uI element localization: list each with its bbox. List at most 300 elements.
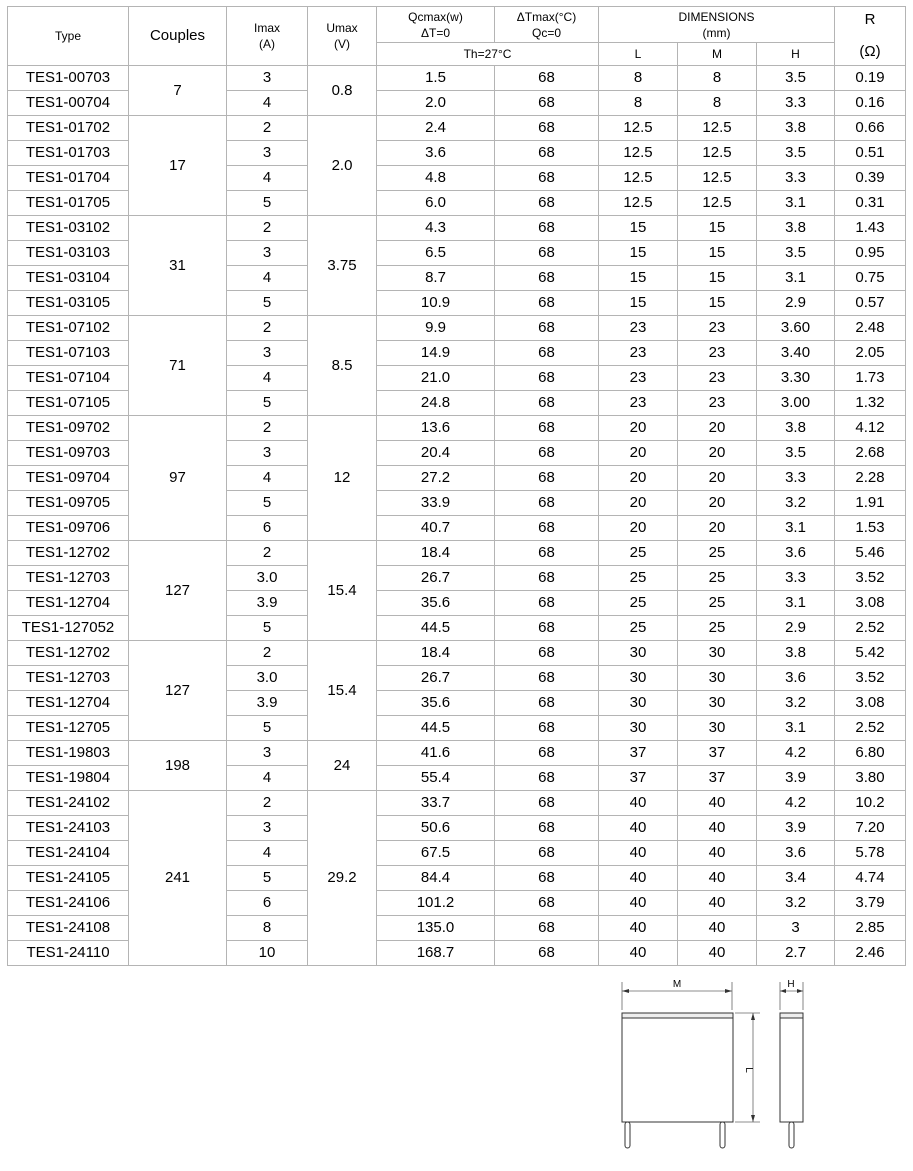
cell-dim-l: 40 <box>599 866 678 891</box>
cell-imax: 3 <box>227 741 308 766</box>
cell-dim-m: 30 <box>678 641 757 666</box>
cell-imax: 3.9 <box>227 691 308 716</box>
cell-type: TES1-09702 <box>8 416 129 441</box>
cell-dtmax: 68 <box>495 341 599 366</box>
cell-imax: 4 <box>227 266 308 291</box>
cell-imax: 2 <box>227 116 308 141</box>
header-couples: Couples <box>129 7 227 66</box>
cell-imax: 4 <box>227 766 308 791</box>
cell-dim-h: 3.1 <box>757 591 835 616</box>
cell-umax: 15.4 <box>308 541 377 641</box>
cell-dim-h: 3.1 <box>757 716 835 741</box>
cell-type: TES1-07105 <box>8 391 129 416</box>
cell-dtmax: 68 <box>495 866 599 891</box>
cell-dtmax: 68 <box>495 766 599 791</box>
cell-r: 2.48 <box>835 316 906 341</box>
cell-imax: 3.0 <box>227 566 308 591</box>
cell-dim-h: 3.8 <box>757 641 835 666</box>
cell-dim-h: 3.5 <box>757 241 835 266</box>
cell-dim-l: 20 <box>599 516 678 541</box>
cell-type: TES1-19803 <box>8 741 129 766</box>
cell-qcmax: 50.6 <box>377 816 495 841</box>
cell-couples: 198 <box>129 741 227 791</box>
cell-imax: 5 <box>227 491 308 516</box>
cell-umax: 8.5 <box>308 316 377 416</box>
cell-dtmax: 68 <box>495 616 599 641</box>
cell-imax: 4 <box>227 166 308 191</box>
cell-qcmax: 168.7 <box>377 941 495 966</box>
cell-dim-h: 3.1 <box>757 191 835 216</box>
cell-dim-h: 3.8 <box>757 216 835 241</box>
cell-dim-m: 20 <box>678 491 757 516</box>
cell-dtmax: 68 <box>495 741 599 766</box>
cell-r: 5.78 <box>835 841 906 866</box>
cell-dtmax: 68 <box>495 391 599 416</box>
table-row <box>8 741 906 766</box>
cell-dtmax: 68 <box>495 591 599 616</box>
cell-dtmax: 68 <box>495 191 599 216</box>
cell-type: TES1-12702 <box>8 641 129 666</box>
cell-imax: 4 <box>227 466 308 491</box>
cell-imax: 2 <box>227 641 308 666</box>
cell-type: TES1-03105 <box>8 291 129 316</box>
cell-r: 0.75 <box>835 266 906 291</box>
cell-dim-l: 25 <box>599 591 678 616</box>
cell-dim-l: 37 <box>599 766 678 791</box>
cell-dtmax: 68 <box>495 566 599 591</box>
cell-qcmax: 6.0 <box>377 191 495 216</box>
cell-dim-l: 15 <box>599 291 678 316</box>
cell-r: 5.46 <box>835 541 906 566</box>
cell-dim-m: 25 <box>678 566 757 591</box>
cell-qcmax: 3.6 <box>377 141 495 166</box>
cell-type: TES1-24108 <box>8 916 129 941</box>
cell-r: 1.73 <box>835 366 906 391</box>
cell-dim-h: 4.2 <box>757 741 835 766</box>
cell-dim-h: 3.6 <box>757 666 835 691</box>
cell-qcmax: 33.9 <box>377 491 495 516</box>
cell-qcmax: 6.5 <box>377 241 495 266</box>
cell-dim-m: 23 <box>678 391 757 416</box>
cell-dim-m: 12.5 <box>678 116 757 141</box>
cell-r: 6.80 <box>835 741 906 766</box>
cell-dim-m: 37 <box>678 766 757 791</box>
cell-type: TES1-09705 <box>8 491 129 516</box>
cell-type: TES1-24104 <box>8 841 129 866</box>
cell-type: TES1-12702 <box>8 541 129 566</box>
cell-dtmax: 68 <box>495 516 599 541</box>
cell-r: 2.52 <box>835 716 906 741</box>
spec-table <box>7 6 906 966</box>
cell-qcmax: 40.7 <box>377 516 495 541</box>
cell-imax: 3 <box>227 141 308 166</box>
cell-dim-l: 25 <box>599 566 678 591</box>
cell-r: 3.52 <box>835 566 906 591</box>
cell-imax: 2 <box>227 216 308 241</box>
cell-dim-h: 3.1 <box>757 516 835 541</box>
cell-r: 0.57 <box>835 291 906 316</box>
cell-type: TES1-127052 <box>8 616 129 641</box>
cell-imax: 8 <box>227 916 308 941</box>
cell-dim-h: 3.30 <box>757 366 835 391</box>
cell-type: TES1-12705 <box>8 716 129 741</box>
cell-imax: 4 <box>227 841 308 866</box>
cell-r: 0.39 <box>835 166 906 191</box>
cell-dim-m: 25 <box>678 541 757 566</box>
cell-dim-m: 40 <box>678 841 757 866</box>
cell-r: 0.66 <box>835 116 906 141</box>
cell-imax: 5 <box>227 716 308 741</box>
cell-dtmax: 68 <box>495 116 599 141</box>
cell-type: TES1-09704 <box>8 466 129 491</box>
cell-dim-m: 40 <box>678 891 757 916</box>
cell-dim-h: 4.2 <box>757 791 835 816</box>
cell-dim-l: 15 <box>599 266 678 291</box>
cell-qcmax: 67.5 <box>377 841 495 866</box>
cell-dim-h: 3.2 <box>757 491 835 516</box>
header-th: Th=27°C <box>377 43 599 66</box>
cell-imax: 5 <box>227 191 308 216</box>
cell-dim-l: 37 <box>599 741 678 766</box>
cell-dtmax: 68 <box>495 441 599 466</box>
cell-dim-m: 40 <box>678 866 757 891</box>
cell-dim-m: 30 <box>678 691 757 716</box>
cell-couples: 17 <box>129 116 227 216</box>
cell-imax: 10 <box>227 941 308 966</box>
cell-dim-m: 12.5 <box>678 141 757 166</box>
cell-r: 0.16 <box>835 91 906 116</box>
cell-dim-l: 12.5 <box>599 191 678 216</box>
cell-r: 1.43 <box>835 216 906 241</box>
cell-dim-l: 12.5 <box>599 116 678 141</box>
cell-dim-m: 40 <box>678 791 757 816</box>
cell-dtmax: 68 <box>495 841 599 866</box>
cell-dim-m: 8 <box>678 91 757 116</box>
cell-r: 10.2 <box>835 791 906 816</box>
table-row <box>8 116 906 141</box>
table-row <box>8 416 906 441</box>
cell-dim-h: 3 <box>757 916 835 941</box>
cell-dim-h: 3.9 <box>757 766 835 791</box>
cell-dim-m: 20 <box>678 466 757 491</box>
cell-dim-l: 23 <box>599 341 678 366</box>
diagram-label-m: M <box>672 979 682 990</box>
cell-dim-l: 40 <box>599 816 678 841</box>
cell-r: 2.28 <box>835 466 906 491</box>
cell-qcmax: 4.8 <box>377 166 495 191</box>
cell-umax: 3.75 <box>308 216 377 316</box>
cell-dim-m: 40 <box>678 941 757 966</box>
cell-r: 0.31 <box>835 191 906 216</box>
cell-r: 5.42 <box>835 641 906 666</box>
cell-imax: 4 <box>227 91 308 116</box>
cell-type: TES1-03103 <box>8 241 129 266</box>
cell-dtmax: 68 <box>495 66 599 91</box>
cell-type: TES1-03104 <box>8 266 129 291</box>
cell-dim-m: 30 <box>678 716 757 741</box>
cell-dim-h: 3.6 <box>757 841 835 866</box>
cell-qcmax: 135.0 <box>377 916 495 941</box>
cell-dim-l: 23 <box>599 366 678 391</box>
cell-dim-h: 3.40 <box>757 341 835 366</box>
cell-umax: 12 <box>308 416 377 541</box>
cell-r: 2.52 <box>835 616 906 641</box>
cell-type: TES1-03102 <box>8 216 129 241</box>
header-type: Type <box>8 7 129 66</box>
cell-dim-l: 25 <box>599 616 678 641</box>
cell-dtmax: 68 <box>495 491 599 516</box>
cell-type: TES1-01703 <box>8 141 129 166</box>
table-body <box>8 66 906 966</box>
cell-type: TES1-12704 <box>8 591 129 616</box>
cell-r: 1.91 <box>835 491 906 516</box>
cell-dim-h: 3.8 <box>757 116 835 141</box>
cell-type: TES1-01702 <box>8 116 129 141</box>
cell-r: 3.80 <box>835 766 906 791</box>
cell-dtmax: 68 <box>495 691 599 716</box>
cell-dim-l: 30 <box>599 641 678 666</box>
cell-r: 3.08 <box>835 591 906 616</box>
cell-dtmax: 68 <box>495 791 599 816</box>
cell-dim-l: 30 <box>599 716 678 741</box>
cell-qcmax: 41.6 <box>377 741 495 766</box>
module-dimension-diagram <box>610 974 810 1154</box>
cell-dim-h: 3.8 <box>757 416 835 441</box>
cell-dim-l: 40 <box>599 841 678 866</box>
cell-r: 2.05 <box>835 341 906 366</box>
header-dim-l: L <box>599 43 678 66</box>
cell-r: 3.79 <box>835 891 906 916</box>
cell-dim-l: 20 <box>599 416 678 441</box>
header-dim-m: M <box>678 43 757 66</box>
cell-dim-l: 23 <box>599 391 678 416</box>
cell-dtmax: 68 <box>495 316 599 341</box>
cell-dim-l: 30 <box>599 691 678 716</box>
cell-imax: 3 <box>227 241 308 266</box>
cell-type: TES1-12703 <box>8 566 129 591</box>
cell-type: TES1-07104 <box>8 366 129 391</box>
cell-r: 3.08 <box>835 691 906 716</box>
diagram-label-l: L <box>743 1067 754 1073</box>
cell-type: TES1-19804 <box>8 766 129 791</box>
cell-type: TES1-24102 <box>8 791 129 816</box>
cell-dim-h: 3.5 <box>757 66 835 91</box>
cell-r: 0.51 <box>835 141 906 166</box>
cell-type: TES1-24103 <box>8 816 129 841</box>
header-dim-h: H <box>757 43 835 66</box>
cell-dim-h: 3.3 <box>757 566 835 591</box>
cell-umax: 29.2 <box>308 791 377 966</box>
cell-r: 1.53 <box>835 516 906 541</box>
cell-dim-m: 23 <box>678 316 757 341</box>
cell-qcmax: 44.5 <box>377 616 495 641</box>
cell-couples: 31 <box>129 216 227 316</box>
cell-dtmax: 68 <box>495 466 599 491</box>
cell-dim-m: 30 <box>678 666 757 691</box>
cell-qcmax: 14.9 <box>377 341 495 366</box>
header-umax: Umax (V) <box>308 7 377 66</box>
cell-qcmax: 26.7 <box>377 666 495 691</box>
cell-dim-l: 40 <box>599 891 678 916</box>
cell-imax: 3 <box>227 66 308 91</box>
cell-imax: 2 <box>227 316 308 341</box>
cell-qcmax: 4.3 <box>377 216 495 241</box>
cell-qcmax: 8.7 <box>377 266 495 291</box>
cell-dim-h: 3.4 <box>757 866 835 891</box>
cell-r: 7.20 <box>835 816 906 841</box>
cell-dim-h: 3.2 <box>757 891 835 916</box>
cell-dim-l: 40 <box>599 791 678 816</box>
cell-dtmax: 68 <box>495 541 599 566</box>
cell-couples: 71 <box>129 316 227 416</box>
cell-r: 1.32 <box>835 391 906 416</box>
cell-dim-m: 15 <box>678 241 757 266</box>
cell-dim-m: 15 <box>678 291 757 316</box>
cell-dim-m: 20 <box>678 516 757 541</box>
cell-dim-h: 3.5 <box>757 141 835 166</box>
cell-r: 0.19 <box>835 66 906 91</box>
cell-dim-h: 3.3 <box>757 91 835 116</box>
cell-imax: 3.0 <box>227 666 308 691</box>
cell-dim-l: 20 <box>599 491 678 516</box>
cell-qcmax: 26.7 <box>377 566 495 591</box>
cell-dim-h: 3.6 <box>757 541 835 566</box>
cell-imax: 6 <box>227 891 308 916</box>
header-imax: Imax (A) <box>227 7 308 66</box>
cell-umax: 2.0 <box>308 116 377 216</box>
cell-dim-l: 40 <box>599 916 678 941</box>
cell-qcmax: 13.6 <box>377 416 495 441</box>
cell-dim-l: 23 <box>599 316 678 341</box>
table-row <box>8 541 906 566</box>
cell-dim-l: 25 <box>599 541 678 566</box>
cell-dim-l: 15 <box>599 241 678 266</box>
cell-dim-h: 3.5 <box>757 441 835 466</box>
cell-qcmax: 84.4 <box>377 866 495 891</box>
cell-couples: 127 <box>129 541 227 641</box>
cell-r: 3.52 <box>835 666 906 691</box>
cell-dtmax: 68 <box>495 291 599 316</box>
cell-dtmax: 68 <box>495 141 599 166</box>
table-row <box>8 316 906 341</box>
cell-type: TES1-07102 <box>8 316 129 341</box>
cell-dim-m: 20 <box>678 441 757 466</box>
cell-couples: 127 <box>129 641 227 741</box>
cell-qcmax: 55.4 <box>377 766 495 791</box>
cell-type: TES1-07103 <box>8 341 129 366</box>
cell-imax: 5 <box>227 291 308 316</box>
cell-dtmax: 68 <box>495 891 599 916</box>
cell-dim-m: 15 <box>678 266 757 291</box>
cell-type: TES1-12703 <box>8 666 129 691</box>
cell-dim-m: 25 <box>678 591 757 616</box>
cell-imax: 5 <box>227 391 308 416</box>
cell-dim-l: 15 <box>599 216 678 241</box>
cell-dim-l: 20 <box>599 466 678 491</box>
cell-imax: 4 <box>227 366 308 391</box>
cell-type: TES1-00703 <box>8 66 129 91</box>
cell-qcmax: 2.0 <box>377 91 495 116</box>
cell-couples: 97 <box>129 416 227 541</box>
cell-couples: 241 <box>129 791 227 966</box>
cell-umax: 24 <box>308 741 377 791</box>
cell-type: TES1-01705 <box>8 191 129 216</box>
cell-dim-h: 3.2 <box>757 691 835 716</box>
cell-dim-h: 2.7 <box>757 941 835 966</box>
cell-qcmax: 18.4 <box>377 541 495 566</box>
cell-type: TES1-09706 <box>8 516 129 541</box>
cell-umax: 15.4 <box>308 641 377 741</box>
cell-dim-h: 3.60 <box>757 316 835 341</box>
cell-dim-l: 40 <box>599 941 678 966</box>
cell-r: 0.95 <box>835 241 906 266</box>
cell-type: TES1-24106 <box>8 891 129 916</box>
cell-dim-h: 2.9 <box>757 616 835 641</box>
cell-imax: 3.9 <box>227 591 308 616</box>
cell-qcmax: 18.4 <box>377 641 495 666</box>
cell-dim-l: 20 <box>599 441 678 466</box>
cell-imax: 2 <box>227 791 308 816</box>
cell-qcmax: 24.8 <box>377 391 495 416</box>
cell-imax: 3 <box>227 341 308 366</box>
header-qcmax: Qcmax(w) ΔT=0 <box>377 7 495 43</box>
cell-type: TES1-00704 <box>8 91 129 116</box>
header-dimensions: DIMENSIONS (mm) <box>599 7 835 43</box>
cell-dim-m: 40 <box>678 916 757 941</box>
diagram-label-h: H <box>787 979 795 990</box>
cell-type: TES1-24110 <box>8 941 129 966</box>
cell-dtmax: 68 <box>495 641 599 666</box>
cell-dtmax: 68 <box>495 941 599 966</box>
cell-dim-h: 3.3 <box>757 466 835 491</box>
header-r: R (Ω) <box>835 7 906 66</box>
cell-dim-m: 12.5 <box>678 166 757 191</box>
cell-qcmax: 20.4 <box>377 441 495 466</box>
cell-dim-h: 3.00 <box>757 391 835 416</box>
cell-r: 2.85 <box>835 916 906 941</box>
table-row <box>8 641 906 666</box>
cell-dim-l: 8 <box>599 66 678 91</box>
cell-dim-l: 30 <box>599 666 678 691</box>
cell-dim-m: 20 <box>678 416 757 441</box>
cell-imax: 3 <box>227 441 308 466</box>
cell-dtmax: 68 <box>495 916 599 941</box>
cell-qcmax: 27.2 <box>377 466 495 491</box>
cell-imax: 2 <box>227 416 308 441</box>
header-dtmax: ΔTmax(°C) Qc=0 <box>495 7 599 43</box>
table-row <box>8 66 906 91</box>
cell-type: TES1-09703 <box>8 441 129 466</box>
cell-dim-m: 23 <box>678 366 757 391</box>
cell-imax: 3 <box>227 816 308 841</box>
cell-imax: 6 <box>227 516 308 541</box>
cell-dtmax: 68 <box>495 216 599 241</box>
cell-dtmax: 68 <box>495 241 599 266</box>
cell-r: 2.46 <box>835 941 906 966</box>
cell-dim-m: 23 <box>678 341 757 366</box>
table-row <box>8 791 906 816</box>
cell-dim-m: 25 <box>678 616 757 641</box>
cell-qcmax: 35.6 <box>377 591 495 616</box>
cell-qcmax: 35.6 <box>377 691 495 716</box>
cell-dtmax: 68 <box>495 266 599 291</box>
cell-r: 4.12 <box>835 416 906 441</box>
cell-qcmax: 44.5 <box>377 716 495 741</box>
cell-type: TES1-24105 <box>8 866 129 891</box>
cell-dim-h: 3.3 <box>757 166 835 191</box>
cell-qcmax: 21.0 <box>377 366 495 391</box>
cell-imax: 5 <box>227 616 308 641</box>
